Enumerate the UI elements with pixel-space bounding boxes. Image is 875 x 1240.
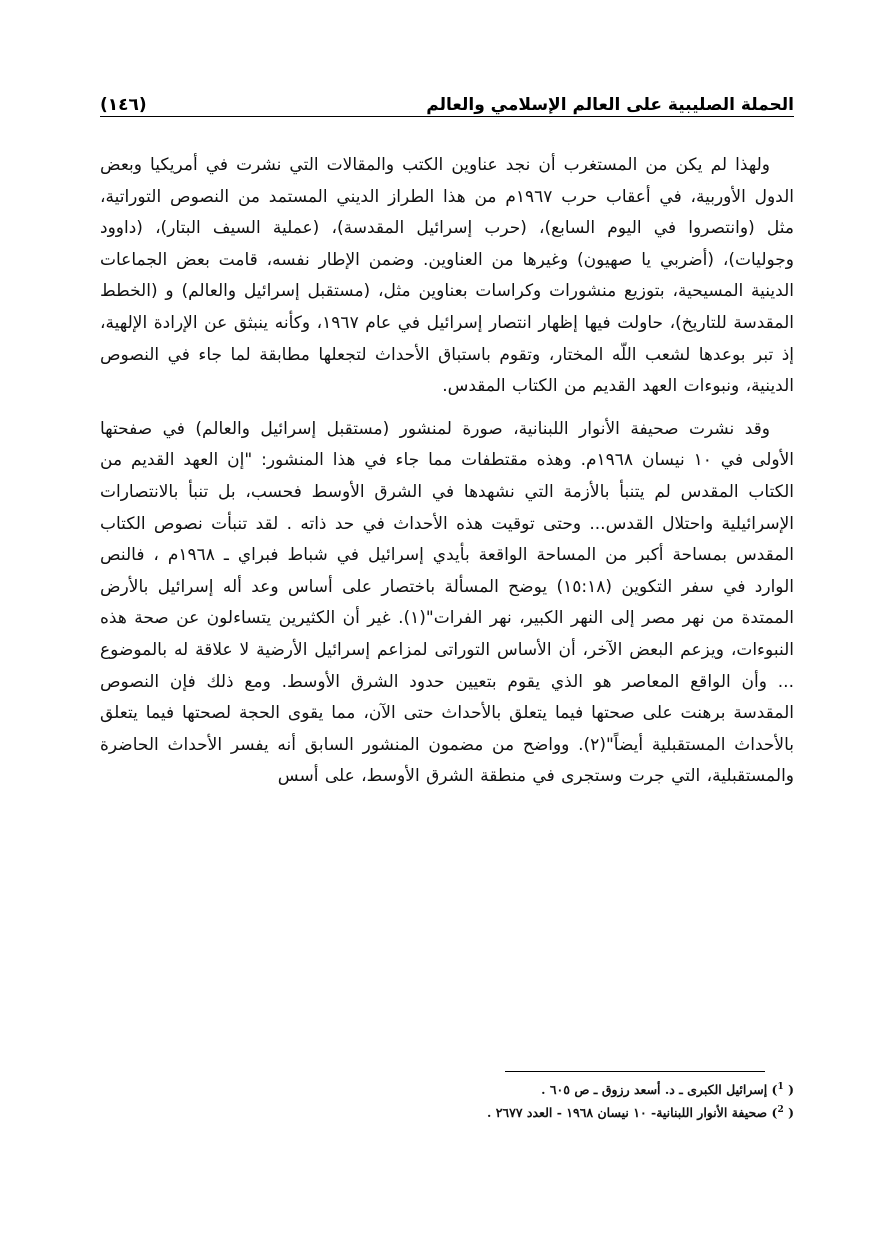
document-page	[100, 0, 794, 1240]
footnote-1	[100, 1077, 794, 1100]
footnote-paren-open: (	[788, 1105, 794, 1121]
footnote-paren-open: (	[788, 1082, 794, 1098]
paragraph-2: وقد نشرت صحيفة الأنوار اللبنانية، صورة لمنشور (مستقبل إسرائيل والعالم) في صفحتها الأولى في ١٠ نيسان ١٩٦٨م. وهذه مقتطفات مما جاء في هذا المنشور: "إن العهد القديم من الكتاب المقدس لم يتنبأ بالأزمة التي نشهدها في الشرق الأوسط فحسب، بل تنبأ بالانتصارات الإسرائيلية واحتلال القدس... وحتى توقيت هذه الأحداث في حد ذاته . لقد تنبأت نصوص الكتاب المقدس بمساحة أكبر من المساحة الواقعة بأيدي إسرائيل في شباط فبراي ـ ١٩٦٨م ، فالنص الوارد في سفر التكوين (١٥:١٨) يوضح المسألة باختصار على أساس وعد أله إسرائيل بالأرض الممتدة من نهر مصر إلى النهر الكبير، نهر الفرات"(١). غير أن الكثيرين يتساءلون عن صحة هذه النبوءات، ويزعم البعض الآخر، أن الأساس التوراتى لمزاعم إسرائيل الأرضية لا علاقة له بالموضوع ... وأن الواقع المعاصر هو الذي يقوم بتعيين حدود الشرق الأوسط. ومع ذلك فإن النصوص المقدسة برهنت على صحتها فيما يتعلق بالأحداث حتى الآن، مما يقوى الحجة لصحتها فيما يتعلق بالأحداث المستقبلية أيضاً"(٢). وواضح من مضمون المنشور السابق أنه يفسر الأحداث الحاضرة والمستقبلية، التي جرت وستجرى في منطقة الشرق الأوسط، على أسس	[100, 418, 795, 787]
footnote-number: 1	[777, 1082, 784, 1092]
running-header	[100, 86, 794, 116]
body-text	[100, 150, 794, 793]
footnote-paren-close: )	[771, 1082, 778, 1098]
footnote-marker	[772, 1105, 794, 1120]
footnote-number: 2	[777, 1105, 784, 1116]
header-divider	[100, 116, 794, 117]
footnote-divider	[505, 1071, 765, 1072]
page-number: (١٤٦)	[100, 95, 147, 115]
running-header-title: الحملة الصليبية على العالم الإسلامي والعالم	[426, 95, 794, 115]
paragraph-1: ولهذا لم يكن من المستغرب أن نجد عناوين الكتب والمقالات التي نشرت في أمريكيا وبعض الدول الأوربية، في أعقاب حرب ١٩٦٧م من هذا الطراز الديني المستمد من النصوص التوراتية، مثل (وانتصروا في اليوم السابع)، (حرب إسرائيل المقدسة)، (عملية السيف البتار)، (داوود وجوليات)، (أضربي يا صهيون) وغيرها من العناوين. وضمن الإطار نفسه، قامت بعض الجماعات الدينية المسيحية، بتوزيع منشورات وكراسات بعناوين مثل، (مستقبل إسرائيل والعالم) و (الخطط المقدسة للتاريخ)، حاولت فيها إظهار انتصار إسرائيل في عام ١٩٦٧، وكأنه ينبثق عن الإرادة الإلهية، إذ تبر بوعدها لشعب اللّه المختار، وتقوم باستباق الأحداث لتجعلها مطابقة لما جاء في النصوص الدينية، ونبوءات العهد القديم من الكتاب المقدس.	[100, 155, 795, 397]
footnote-2	[100, 1100, 794, 1123]
footnote-text: صحيفة الأنوار اللبنانية- ١٠ نيسان ١٩٦٨ - العدد ٢٦٧٧ .	[487, 1105, 768, 1121]
footnotes	[100, 1077, 794, 1123]
footnote-marker	[772, 1082, 794, 1097]
footnote-paren-close: )	[771, 1105, 778, 1121]
footnote-text: إسرائيل الكبرى ـ د. أسعد رزوق ـ ص ٦٠٥ .	[541, 1082, 768, 1098]
